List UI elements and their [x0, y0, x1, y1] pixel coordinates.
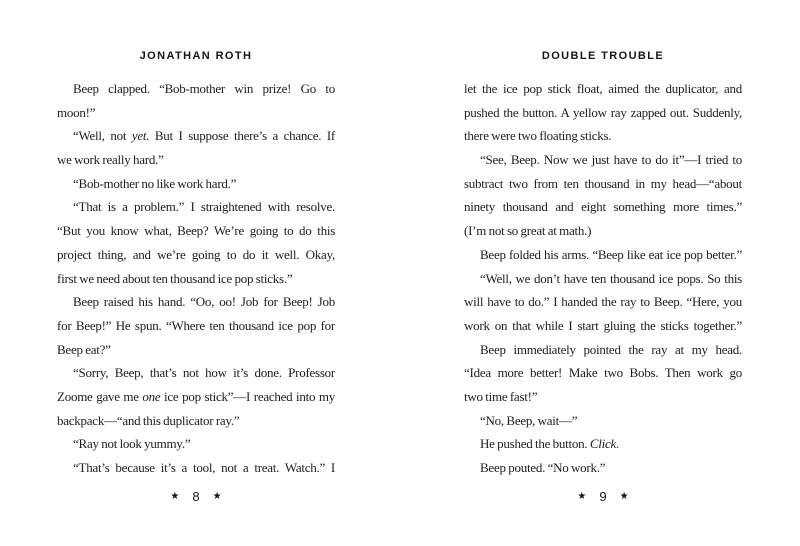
text-line: project thing, and we’re going to do it well. Okay, [57, 246, 335, 262]
running-head-author: JONATHAN ROTH [139, 50, 253, 62]
text-line: let the ice pop stick float, aimed the duplicator, and [464, 81, 742, 96]
text-line: for Beep!” He spun. “Where ten thousand ice pop for [57, 317, 335, 333]
text-line: Beep raised his hand. “Oo, oo! Job for Beep! Job [73, 294, 335, 310]
text-line: there were two floating sticks. [464, 128, 612, 144]
text-line: subtract two from ten thousand in my head—“about [464, 175, 742, 191]
page-right [464, 0, 742, 546]
page-number-right: 9 [599, 489, 607, 504]
text-line: Beep eat?” [57, 341, 111, 357]
text-line: will have to do.” I handed the ray to Beep. “Here, you [464, 294, 742, 310]
text-line: Beep immediately pointed the ray at my head. [480, 341, 742, 357]
text-line: “Bob-mother no like work hard.” [73, 175, 237, 191]
page-text-right [464, 77, 742, 480]
text-line: “Ray not look yummy.” [73, 436, 191, 452]
text-line: ninety thousand and eight something more times.” [464, 199, 742, 215]
text-line: “No, Beep, wait—” [480, 412, 578, 428]
text-line: first we need about ten thousand ice pop sticks.” [57, 270, 293, 286]
page-number-left: 8 [192, 489, 200, 504]
text-line: backpack—“and this duplicator ray.” [57, 412, 240, 428]
text-line: two time fast!” [464, 388, 538, 404]
text-line: He pushed the button. Click. [480, 436, 620, 452]
page-footer-left [57, 490, 335, 503]
text-line: Zoome gave me one ice pop stick”—I reached into my [57, 388, 335, 404]
star-icon: ★ [170, 490, 180, 502]
page-text-left [57, 77, 335, 480]
running-head-title: DOUBLE TROUBLE [541, 50, 665, 62]
text-line: we work really hard.” [57, 152, 164, 168]
text-line: (I’m not so great at math.) [464, 223, 592, 239]
text-line: pushed the button. A yellow ray zapped out. Suddenly, [464, 104, 742, 120]
text-line: “That’s because it’s a tool, not a treat. Watch.” I [73, 460, 335, 475]
text-line: “That is a problem.” I straightened with resolve. [73, 199, 335, 215]
page-footer-right [464, 490, 742, 503]
text-line: “Idea more better! Make two Bobs. Then work go [464, 365, 742, 381]
star-icon: ★ [577, 490, 587, 502]
text-line: “Well, not yet. But I suppose there’s a chance. If [73, 128, 335, 144]
text-line: Beep pouted. “No work.” [480, 460, 606, 475]
star-icon: ★ [619, 490, 629, 502]
page-left [57, 0, 335, 546]
text-line: moon!” [57, 104, 96, 120]
text-line: “Sorry, Beep, that’s not how it’s done. Professor [73, 365, 335, 381]
text-line: “But you know what, Beep? We’re going to do this [57, 223, 335, 239]
text-line: “See, Beep. Now we just have to do it”—I tried to [480, 152, 742, 168]
text-line: work on that while I start gluing the sticks together.” [464, 317, 742, 333]
text-line: “Well, we don’t have ten thousand ice pops. So this [480, 270, 742, 286]
star-icon: ★ [212, 490, 222, 502]
text-line: Beep folded his arms. “Beep like eat ice pop better.” [480, 246, 742, 262]
text-line: Beep clapped. “Bob-mother win prize! Go to [73, 81, 335, 96]
